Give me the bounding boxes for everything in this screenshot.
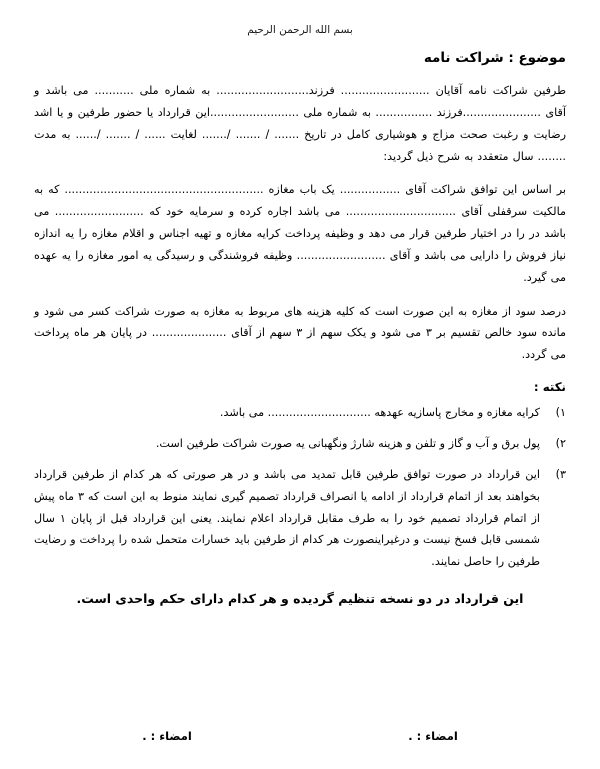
signature-row <box>34 729 566 743</box>
list-item <box>34 464 566 573</box>
notes-heading: نکته : <box>533 380 566 395</box>
page-title: موضوع : شراکت نامه <box>423 50 566 66</box>
basmala-line: بسم الله الرحمن الرحیم <box>247 24 353 36</box>
list-item <box>34 433 566 455</box>
list-item-text: کرایه مغازه و مخارج پاسازیه عهدهه ............................. می باشد. <box>219 406 540 420</box>
signature-party-two: امضاء : . <box>142 729 192 743</box>
list-item <box>34 402 566 424</box>
closing-statement: این قرارداد در دو نسخه تنظیم گردیده و هر کدام دارای حکم واحدی است. <box>76 591 524 607</box>
notes-list <box>34 402 566 573</box>
list-item-text: این قرارداد در صورت توافق طرفین قابل تمدید می باشد و در هر صورتی که هر کدام از طرفین قرارداد بخواهند بعد از اتمام قرارداد از ادامه یا انصراف قرارداد تصمیم گیری نمایند منوط به این است که ۳ ماه پیش از اتمام قرارداد تصمیم خود را به طرف مقابل قرارداد اعلام نمایند. یعنی این قرارداد قبل از پایان ۱ سال شمسی قابل فسخ نیست و درغیراینصورت هر کدام از طرفین باید خسارات متحمل شده را پرداخت و رضایت طرفین را حاصل نمایند. <box>34 467 540 569</box>
list-item-number: ۳) <box>555 467 566 481</box>
signature-party-one: امضاء : . <box>408 729 458 743</box>
list-item-text: پول برق و آب و گاز و تلفن و هزینه شارژ ونگهبانی یه صورت شراکت طرفین است. <box>155 436 540 450</box>
list-item-number: ۲) <box>555 436 566 450</box>
list-item-number: ۱) <box>555 406 566 420</box>
paragraph-parties: طرفین شراکت نامه آقایان ......................... فرزند.......................... به شماره ملی ........... می باشد و آقای ......................فرزند ................ به شماره ملی .........................این قرارداد یا حضور طرفین و یا اشد رضایت و رغبت صحت مزاج و هوشیاری کامل در تاریخ ....... / ....... /....... لغایت ...... / ....... /...... به مدت ........ سال متعقدد به شرح ذیل گردید: <box>34 84 566 163</box>
paragraph-profit-share: درصد سود از مغازه به این صورت است که کلیه هزینه های مربوط به مغازه به صورت شراکت کسر می شود و مانده سود خالص تقسیم بر ۳ می شود و یکک سهم از ۳ سهم از آقای ..................... در پایان هر ماه پرداخت می گردد. <box>34 304 566 362</box>
paragraph-shop-terms: بر اساس این توافق شراکت آقای ................. یک باب مغازه ........................................................ که به مالکیت سرقفلی آقای ............................... می باشد اجاره کرده و سرمایه خود که ......................... می باشد در را در اختیار طرفین قرار می دهد و وظیفه پرداخت کرایه مغازه و تهیه اجناس و اقلام مغازه را یه اندازه نیاز فروش را دارایی می باشد و آقای ......................... وظیفه فروشندگی و رسیدگی یه امور مغازه را یه عهده می گیرد. <box>34 183 566 284</box>
